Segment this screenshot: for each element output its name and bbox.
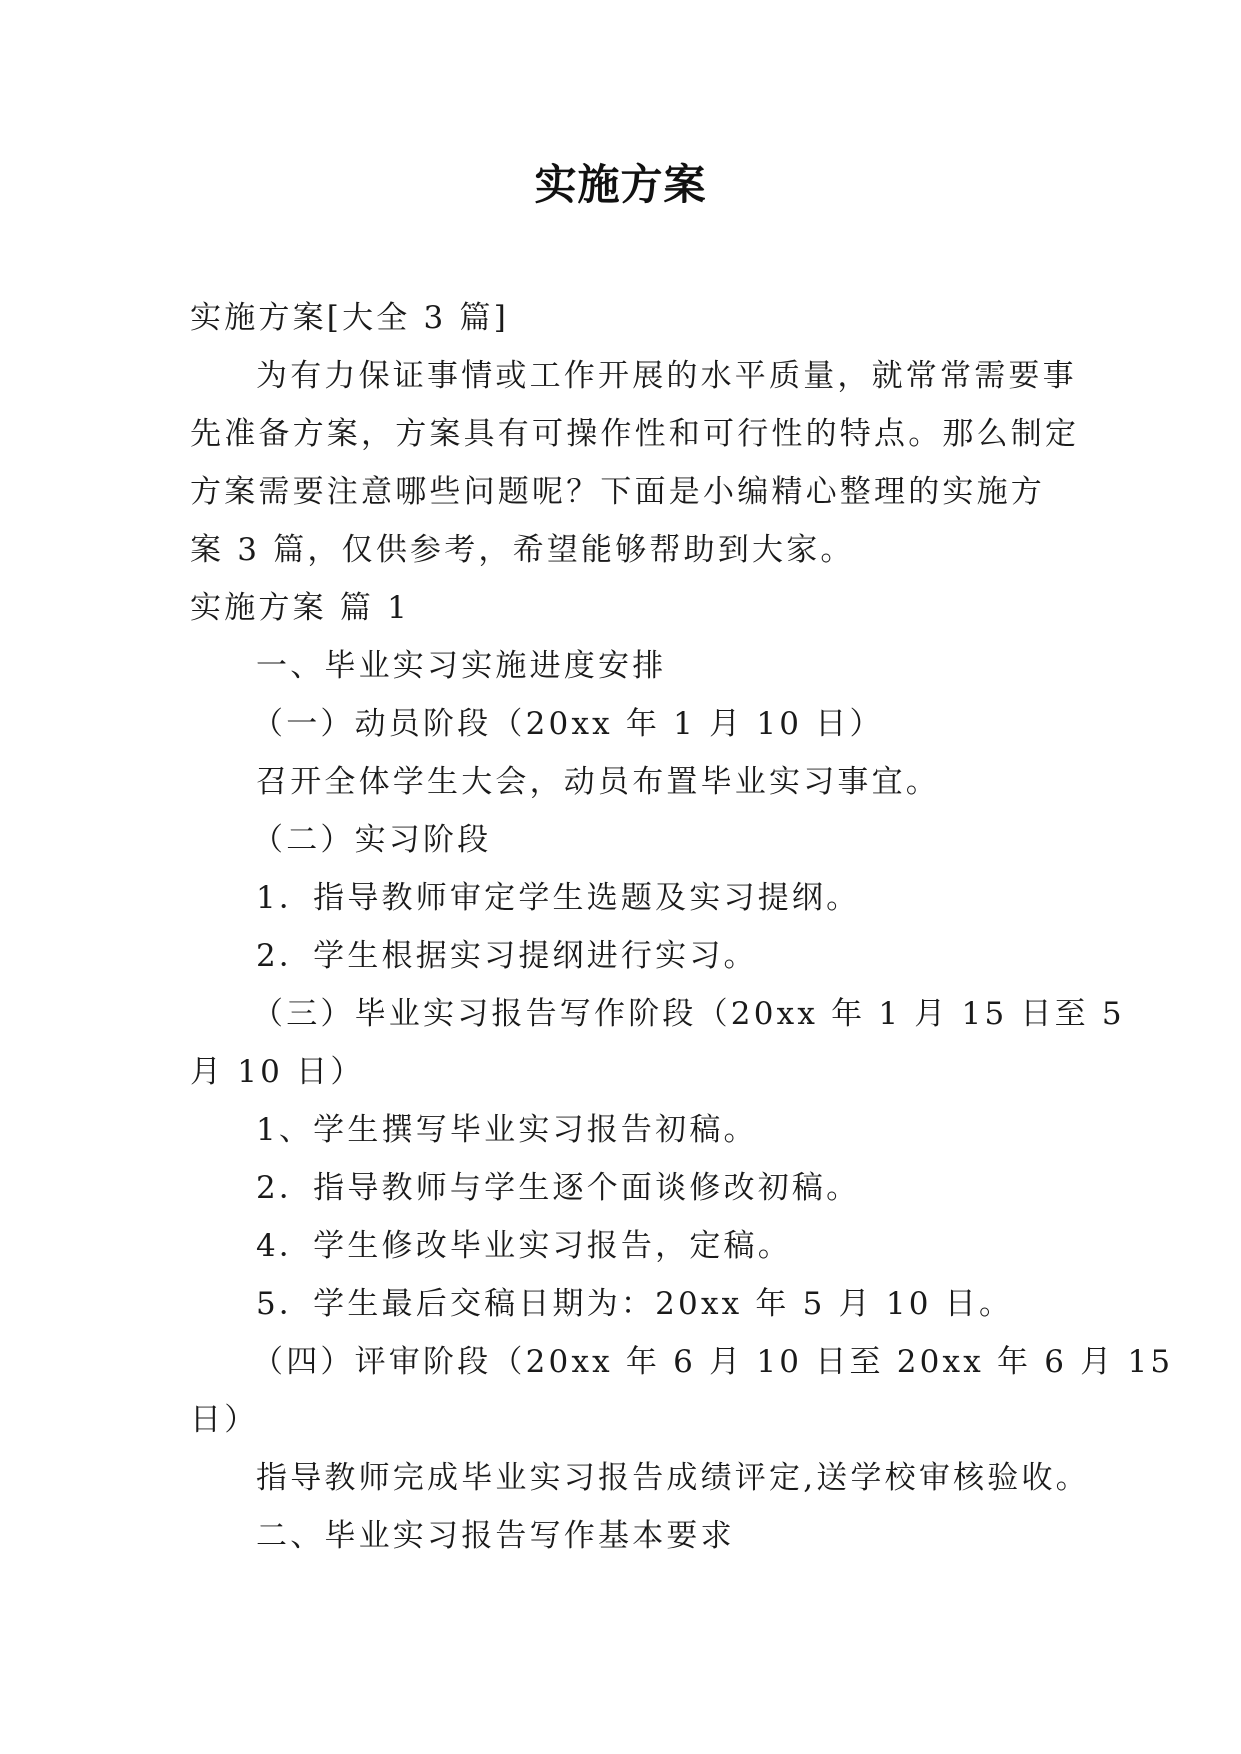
intro-line-2: 先准备方案，方案具有可操作性和可行性的特点。那么制定 [190,416,1080,452]
stage4-heading-line2: 日） [190,1402,259,1438]
page-title: 实施方案 [534,160,707,209]
stage3-item: 1、学生撰写毕业实习报告初稿。 [256,1112,758,1148]
stage3-heading-line1: （三）毕业实习报告写作阶段（20xx 年 1 月 15 日至 5 [252,996,1125,1032]
stage3-heading-line2: 月 10 日） [190,1054,365,1090]
document-subtitle: 实施方案[大全 3 篇] [190,300,510,336]
stage2-item: 1．指导教师审定学生选题及实习提纲。 [256,880,861,916]
document-body [190,289,1174,1565]
intro-line-3: 方案需要注意哪些问题呢？下面是小编精心整理的实施方 [190,474,1045,510]
section-heading: 实施方案 篇 1 [190,590,411,626]
intro-line-1: 为有力保证事情或工作开展的水平质量，就常常需要事 [256,358,1077,394]
stage2-heading: （二）实习阶段 [252,822,492,858]
stage4-heading-line1: （四）评审阶段（20xx 年 6 月 10 日至 20xx 年 6 月 15 [252,1344,1174,1380]
stage1-heading: （一）动员阶段（20xx 年 1 月 10 日） [252,706,884,742]
part2-heading: 二、毕业实习报告写作基本要求 [256,1518,735,1554]
stage1-text: 召开全体学生大会，动员布置毕业实习事宜。 [256,764,940,800]
stage3-item: 2．指导教师与学生逐个面谈修改初稿。 [256,1170,861,1206]
stage2-item: 2．学生根据实习提纲进行实习。 [256,938,758,974]
part1-heading: 一、毕业实习实施进度安排 [256,648,667,684]
stage3-item: 5．学生最后交稿日期为：20xx 年 5 月 10 日。 [256,1286,1014,1322]
stage4-text: 指导教师完成毕业实习报告成绩评定,送学校审核验收。 [256,1460,1090,1496]
intro-line-4: 案 3 篇，仅供参考，希望能够帮助到大家。 [190,532,855,568]
stage3-item: 4．学生修改毕业实习报告，定稿。 [256,1228,792,1264]
